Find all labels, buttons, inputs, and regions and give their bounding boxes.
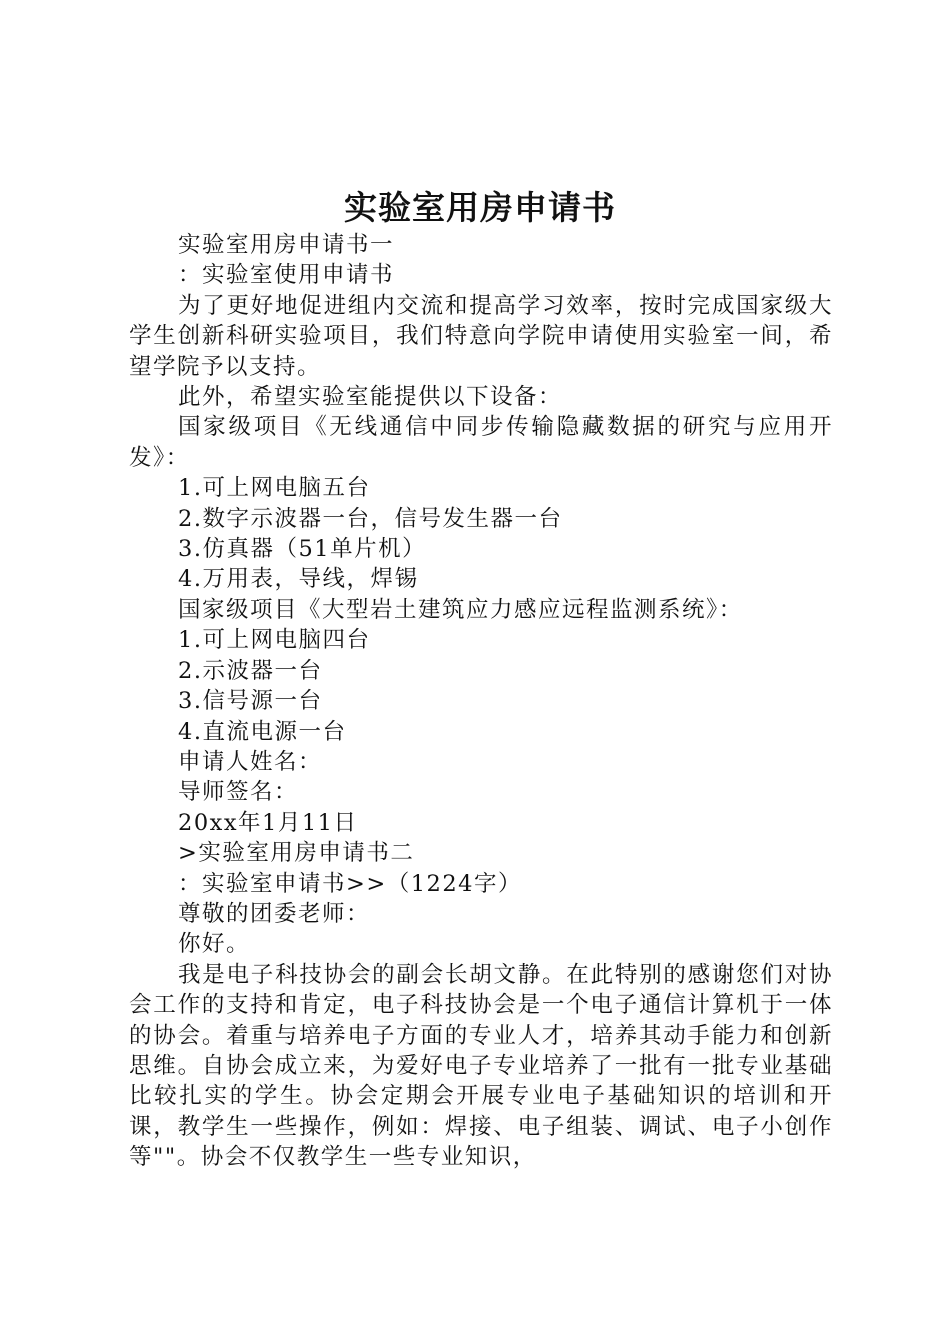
list-item: 4.直流电源一台 [178,718,347,745]
date-line: 20xx年1月11日 [178,809,358,836]
list-item: 4.万用表，导线，焊锡 [178,566,419,593]
list-item: 1.可上网电脑四台 [178,627,371,654]
document-title: 实验室用房申请书 [344,188,616,227]
paragraph: 国家级项目《无线通信中同步传输隐藏数据的研究与应用开发》： [129,414,833,471]
paragraph: 国家级项目《大型岩土建筑应力感应远程监测系统》： [178,596,743,623]
greeting: 你好。 [178,931,251,958]
paragraph: 为了更好地促进组内交流和提高学习效率，按时完成国家级大学生创新科研实验项目，我们特意向学院申请使用实验室一间，希望学院予以支持。 [129,292,833,380]
list-item: 3.信号源一台 [178,688,323,715]
document-body [129,230,833,1173]
list-item: 2.数字示波器一台，信号发生器一台 [178,505,563,532]
list-item: 2.示波器一台 [178,657,323,684]
list-item: 3.仿真器（51单片机） [178,536,427,563]
advisor-signature-line: 导师签名： [178,779,299,806]
paragraph: 此外，希望实验室能提供以下设备： [178,384,563,411]
salutation: 尊敬的团委老师： [178,900,371,927]
paragraph: ：实验室使用申请书 [178,262,395,289]
paragraph: >实验室用房申请书二 [178,840,415,867]
paragraph: 我是电子科技协会的副会长胡文静。在此特别的感谢您们对协会工作的支持和肯定，电子科技协会是一个电子通信计算机于一体的协会。着重与培养电子方面的专业人才，培养其动手能力和创新思维。自协会成立来，为爱好电子专业培养了一批有一批专业基础比较扎实的学生。协会定期会开展专业电子基础知识的培训和开课，教学生一些操作，例如：焊接、电子组装、调试、电子小创作等""。协会不仅教学生一些专业知识， [129,961,833,1171]
applicant-name-line: 申请人姓名： [178,748,323,775]
list-item: 1.可上网电脑五台 [178,475,371,502]
paragraph: ：实验室申请书>>（1224字） [178,870,522,897]
paragraph: 实验室用房申请书一 [178,232,395,258]
